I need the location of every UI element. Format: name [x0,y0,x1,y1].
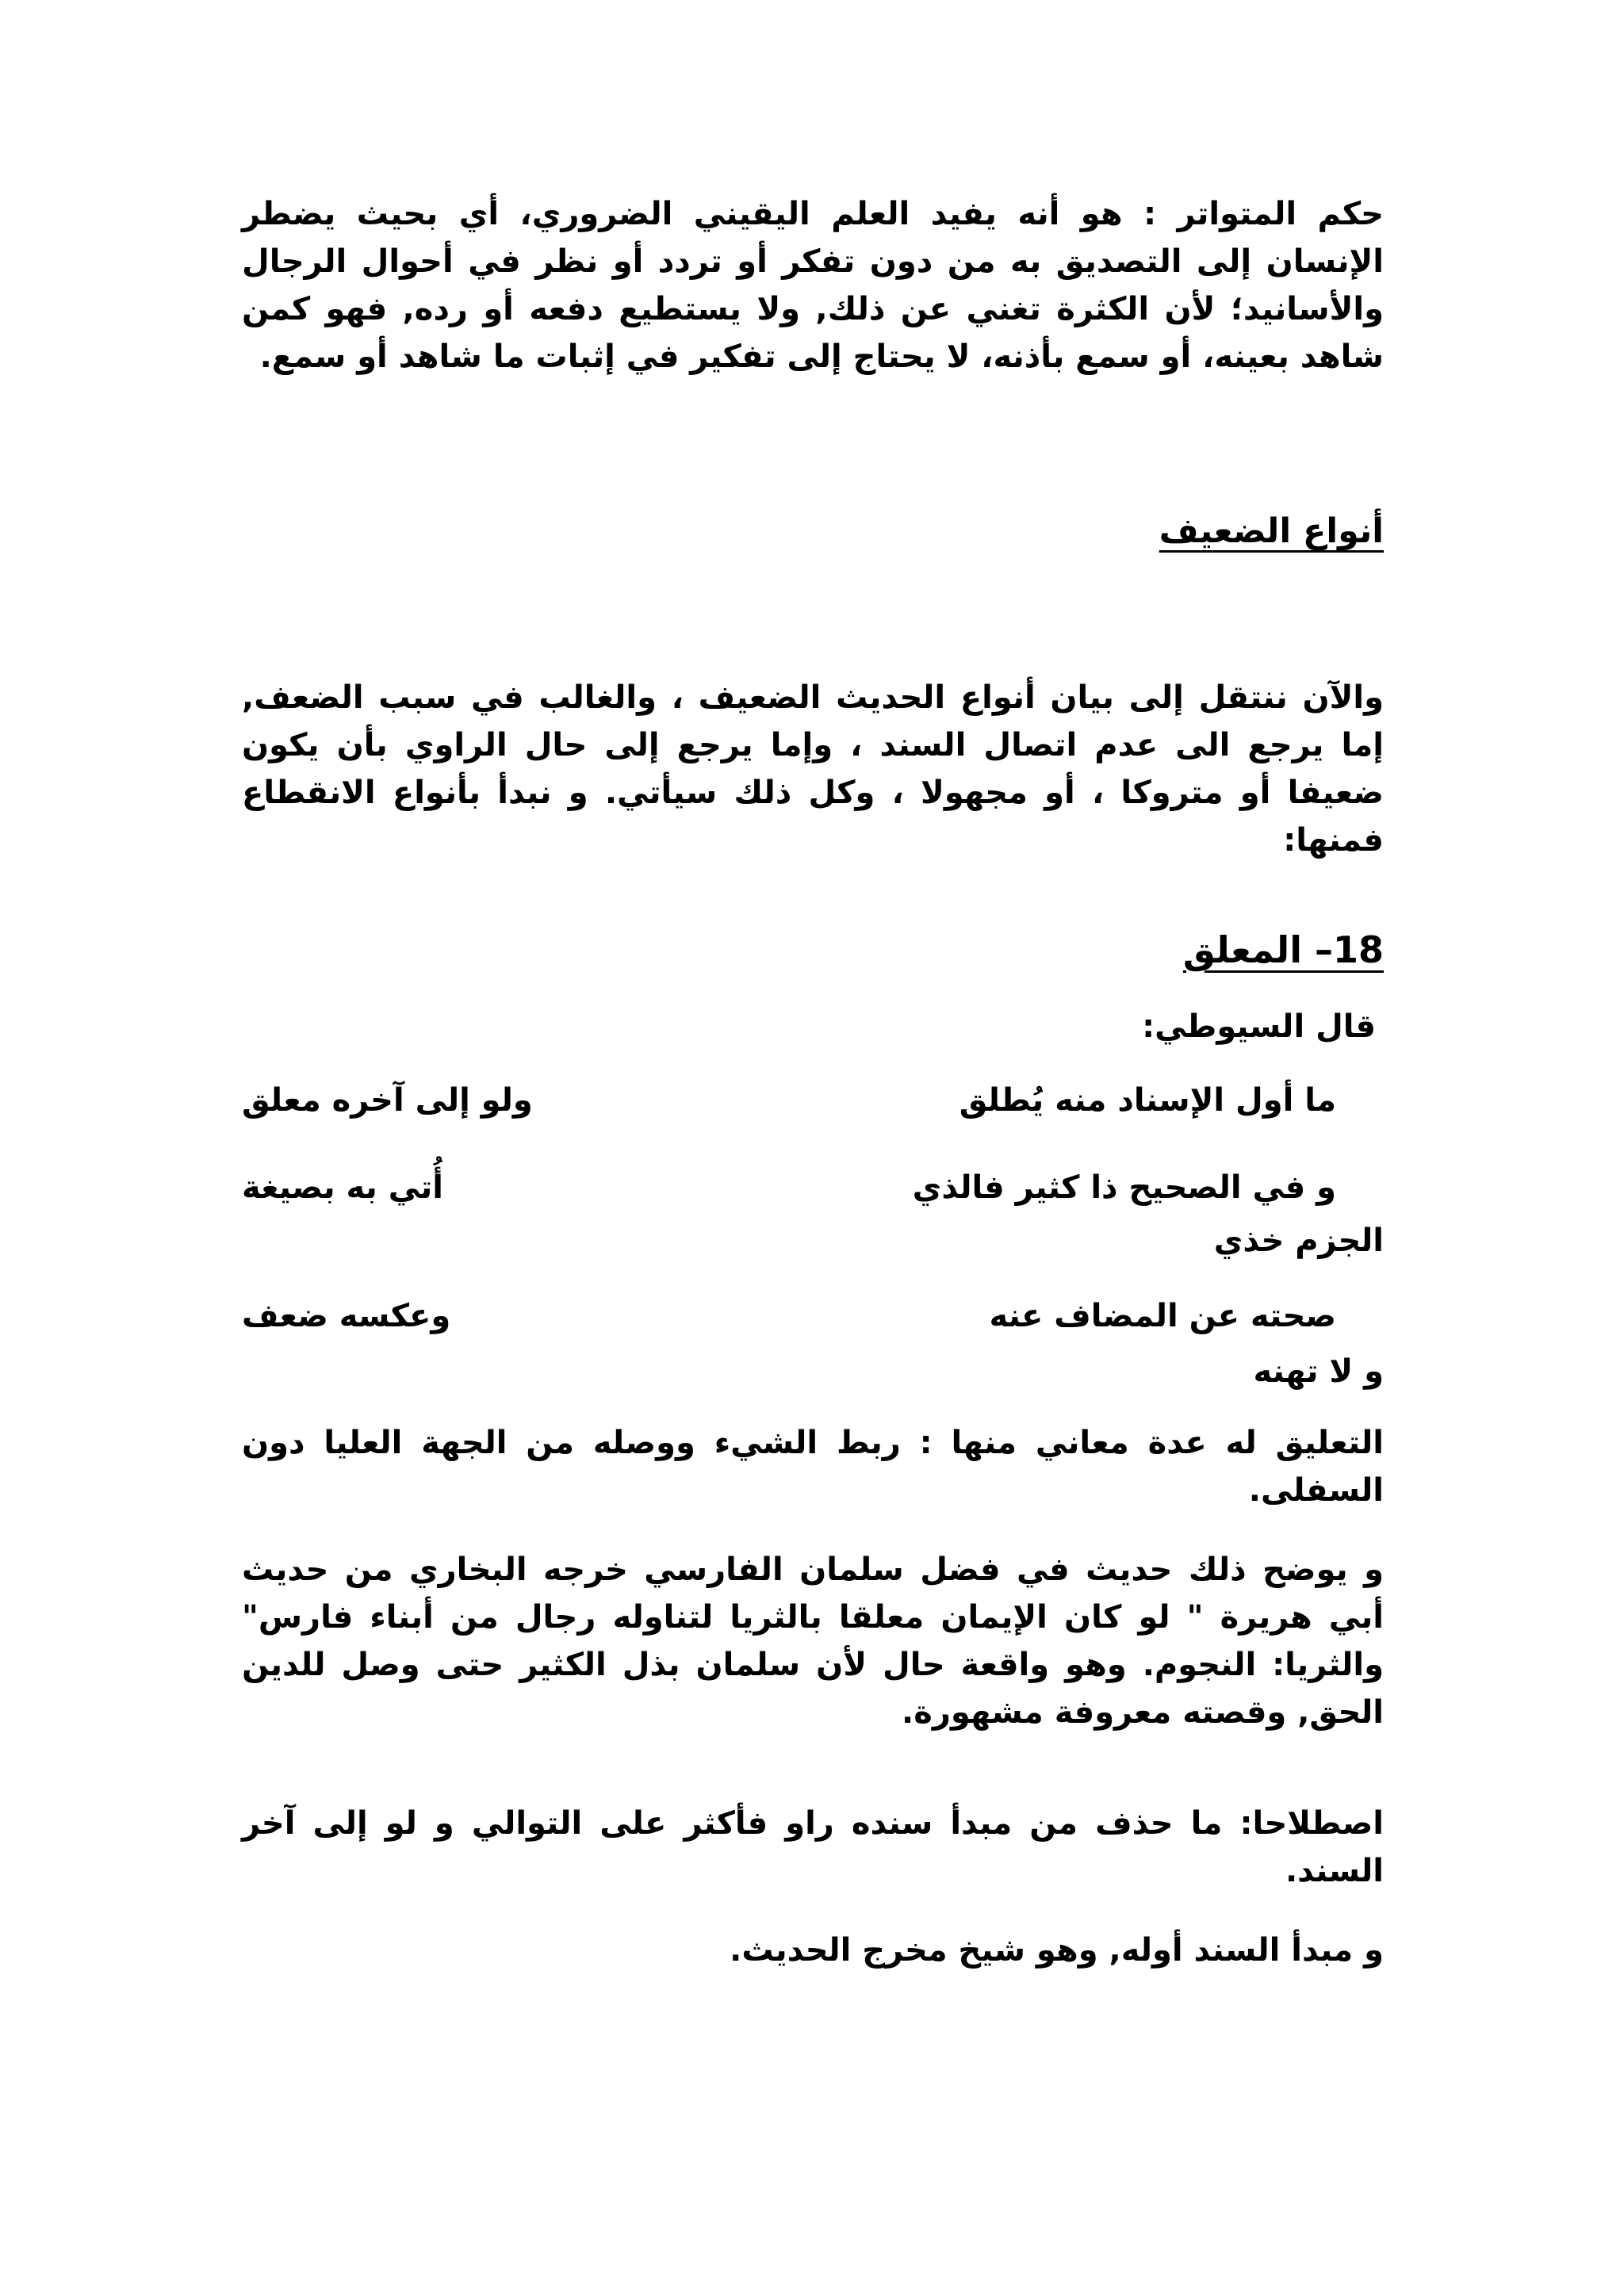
paragraph-chain-start: و مبدأ السند أوله, وهو شيخ مخرج الحديث. [730,1932,1384,1969]
page-content [242,0,1384,2296]
poem-verse-1-first-hemistich: ما أول الإسناد منه يُطلق [959,1082,1336,1119]
poem-verse-3-second-hemistich: وعكسه ضعف [242,1298,451,1334]
poem-verse-3-continuation: و لا تهنه [1253,1353,1384,1390]
heading-weak-types: أنواع الضعيف [1159,511,1384,551]
poem-verse-2-continuation: الجزم خذي [1213,1223,1384,1259]
heading-muallaq: 18– المعلق [1182,928,1384,971]
poem-verse-1-second-hemistich: ولو إلى آخره معلق [242,1082,533,1119]
paragraph-mutawatir-ruling: حكم المتواتر : هو أنه يفيد العلم اليقيني الضروري، أي بحيث يضطر الإنسان إلى التصديق به من دون تفكر أو تردد أو نظر في أحوال الرجال والأسانيد؛ لأن الكثرة تغني عن ذلك, ولا يستطيع دفعه أو رده, فهو كمن شاهد بعينه، أو سمع بأذنه، لا يحتاج إلى تفكير في إثبات ما شاهد أو سمع. [242,196,1384,375]
paragraph-definition: اصطلاحا: ما حذف من مبدأ سنده راو فأكثر على التوالي و لو إلى آخر السند. [242,1805,1384,1889]
poem-verse-2 [242,1164,1384,1211]
poem-verse-2-second-hemistich: أُتي به بصيغة [242,1169,443,1206]
poem-verse-3 [242,1292,1384,1340]
poem-intro: قال السيوطي: [1142,1008,1376,1045]
paragraph-taliq-meanings: التعليق له عدة معاني منها : ربط الشيء ووصله من الجهة العليا دون السفلى. [242,1425,1384,1509]
poem-verse-1 [242,1077,1384,1124]
paragraph-weak-intro: والآن ننتقل إلى بيان أنواع الحديث الضعيف ، والغالب في سبب الضعف, إما يرجع الى عدم اتصال السند ، وإما يرجع إلى حال الراوي بأن يكون ضعيفا أو متروكا ، أو مجهولا ، وكل ذلك سيأتي. و نبدأ بأنواع الانقطاع فمنها: [242,679,1384,859]
poem-verse-3-first-hemistich: صحته عن المضاف عنه [989,1298,1336,1334]
poem-verse-2-first-hemistich: و في الصحيح ذا كثير فالذي [912,1169,1336,1206]
paragraph-salman-hadith: و يوضح ذلك حديث في فضل سلمان الفارسي خرجه البخاري من حديث أبي هريرة " لو كان الإيمان معلقا بالثريا لتناوله رجال من أبناء فارس" والثريا: النجوم. وهو واقعة حال لأن سلمان بذل الكثير حتى وصل للدين الحق, وقصته معروفة مشهورة. [242,1552,1384,1731]
